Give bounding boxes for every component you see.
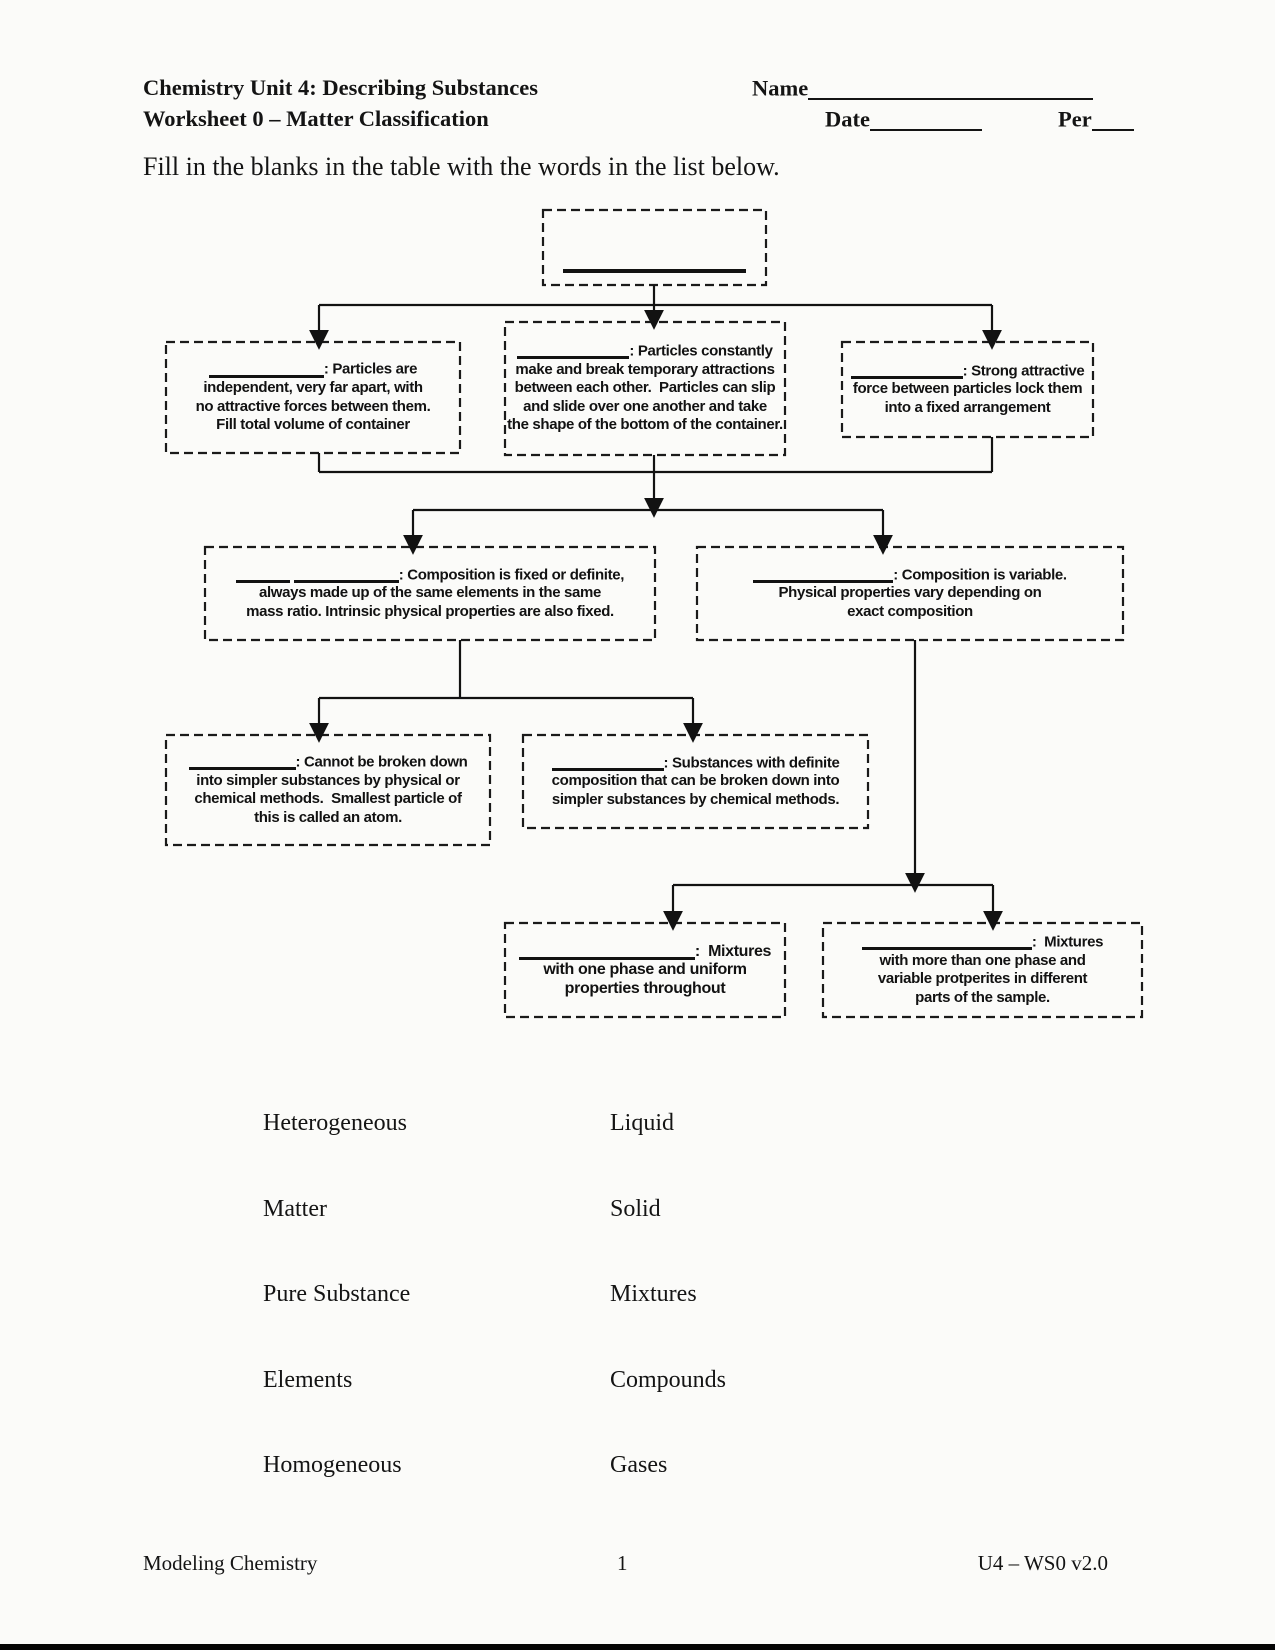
box-text: properties throughout — [564, 979, 726, 997]
box-text: Physical properties vary depending on — [778, 584, 1042, 602]
elements-box — [166, 735, 490, 845]
box-text: chemical methods. Smallest particle of — [194, 790, 462, 808]
homogeneous-box — [505, 923, 785, 1017]
box-text: : Particles are — [323, 360, 418, 378]
word-bank-item: Pure Substance — [263, 1281, 411, 1307]
word-bank-item: Solid — [610, 1195, 661, 1222]
course-title: Chemistry Unit 4: Describing Substances — [143, 75, 539, 100]
word-bank-column-1 — [263, 1052, 410, 1537]
word-bank-item: Compounds — [610, 1366, 727, 1393]
answer-blank — [519, 942, 695, 960]
box-text: simpler substances by chemical methods. — [551, 790, 840, 808]
date-field — [825, 106, 982, 133]
name-field — [752, 75, 1093, 102]
word-bank-item: Matter — [263, 1195, 327, 1222]
box-text: : Mixtures — [1031, 933, 1104, 951]
box-text: : Strong attractive — [962, 361, 1085, 379]
box-text: force between particles lock them — [852, 380, 1083, 398]
gases-box — [166, 342, 460, 453]
word-bank-item: Heterogeneous — [263, 1110, 407, 1136]
answer-blank — [209, 360, 324, 377]
instruction-text: Fill in the blanks in the table with the words in the list below. — [143, 152, 780, 181]
word-bank-column-2 — [610, 1052, 726, 1537]
word-bank-item: Mixtures — [610, 1281, 697, 1307]
box-text: with more than one phase and — [879, 951, 1086, 969]
box-text: this is called an atom. — [254, 808, 402, 826]
box-text: : Cannot be broken down — [295, 753, 468, 771]
box-text: : Mixtures — [694, 942, 772, 960]
word-bank-item: Liquid — [610, 1110, 674, 1136]
box-text: : Substances with definite — [663, 753, 840, 771]
compounds-box — [523, 735, 868, 828]
pure-substance-box — [205, 547, 655, 640]
period-field — [1058, 106, 1134, 133]
footer-page-number: 1 — [617, 1551, 628, 1575]
box-text: with one phase and uniform — [543, 961, 747, 979]
box-text: make and break temporary attractions — [515, 360, 775, 378]
box-text: into a fixed arrangement — [884, 398, 1051, 416]
box-text: independent, very far apart, with — [203, 379, 423, 397]
name-label: Name — [752, 75, 809, 101]
box-text: : Composition is fixed or definite, — [398, 565, 625, 583]
scan-edge-artifact — [0, 1644, 1275, 1650]
box-text: and slide over one another and take — [523, 397, 767, 415]
period-label: Per — [1058, 106, 1092, 132]
name-blank — [808, 75, 1093, 100]
worksheet-title: Worksheet 0 – Matter Classification — [143, 106, 489, 131]
period-blank — [1092, 106, 1134, 131]
word-bank-item: Homogeneous — [263, 1452, 402, 1478]
date-label: Date — [825, 106, 870, 132]
answer-blank — [236, 566, 290, 583]
box-text: variable protperites in different — [877, 970, 1088, 988]
answer-blank — [552, 754, 664, 771]
answer-blank — [517, 342, 629, 359]
box-text: between each other. Particles can slip — [514, 379, 776, 397]
box-text: : Composition is variable. — [893, 565, 1067, 583]
box-text: Fill total volume of container — [216, 416, 410, 434]
word-bank-item: Elements — [263, 1366, 353, 1393]
mixtures-box — [697, 547, 1123, 640]
answer-blank — [862, 933, 1032, 950]
answer-blank — [294, 566, 399, 583]
date-blank — [870, 106, 982, 131]
answer-blank — [851, 362, 963, 379]
box-text: always made up of the same elements in the same — [258, 584, 602, 602]
box-text: the shape of the bottom of the container. — [507, 416, 783, 434]
box-text: : Particles constantly — [629, 342, 773, 360]
word-bank-item: Gases — [610, 1452, 668, 1478]
box-text: composition that can be broken down into — [551, 772, 840, 790]
box-text: no attractive forces between them. — [195, 397, 431, 415]
box-text: parts of the sample. — [915, 988, 1050, 1006]
liquid-box — [505, 322, 785, 455]
answer-blank — [189, 753, 296, 770]
heterogeneous-box — [823, 923, 1142, 1017]
matter-box — [543, 210, 766, 285]
box-text: into simpler substances by physical or — [196, 771, 460, 789]
answer-blank — [563, 255, 746, 273]
footer-right: U4 – WS0 v2.0 — [977, 1551, 1108, 1575]
answer-blank — [753, 566, 893, 583]
box-text: mass ratio. Intrinsic physical properties are also fixed. — [246, 602, 614, 620]
solid-box — [842, 342, 1093, 437]
footer-left: Modeling Chemistry — [143, 1551, 318, 1575]
box-text: exact composition — [847, 602, 973, 620]
